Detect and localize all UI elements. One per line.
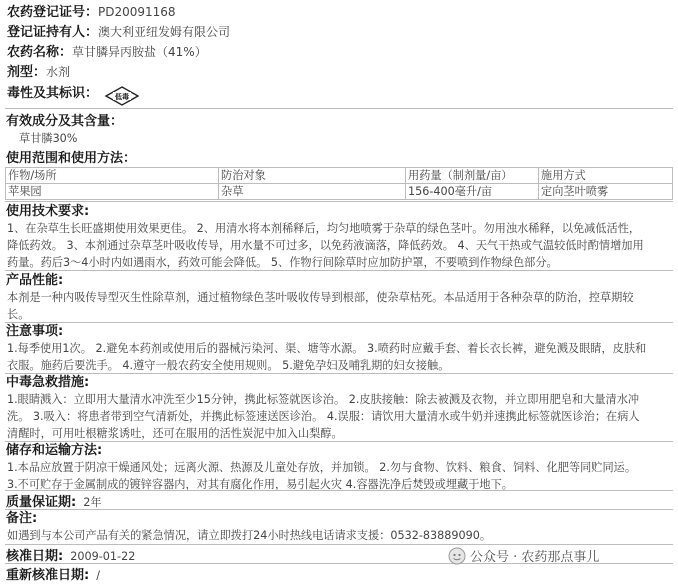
- perf-line: 本剂是一种内吸传导型灭生性除草剂，通过植物绿色茎叶吸收传导到根部，使杂草枯死。本品适用于各种杂草的防治，控草期较: [7, 291, 634, 304]
- watermark-text: 公众号 · 农药那点事儿: [470, 550, 600, 565]
- name-value: 草甘膦异丙胺盐（41%）: [72, 45, 207, 59]
- wechat-official-account-icon: [448, 547, 466, 565]
- tech-line: 药量。药后3～4小时内如遇雨水，药效可能会降低。 5、作物行间除草时应加防护罩，不要喷到作物绿色部分。: [7, 256, 558, 269]
- tech-line: 降低药效。 3、本剂通过杂草茎叶吸收传导，用水量不可过多，以免药液滴落，降低药效。 4、天气干热或气温较低时酌情增加用: [7, 239, 644, 252]
- usage-cell: 定向茎叶喷雾: [539, 184, 673, 200]
- form-value: 水剂: [46, 65, 71, 79]
- storage-line: 3.不可贮存于金属制成的镀锌容器内，对其有腐化作用，易引起火灾 4.容器洗净后焚毁或埋藏于地下。: [7, 478, 513, 491]
- usage-cell: 杂草: [219, 184, 406, 200]
- reg-no-key: 农药登记证号：: [7, 5, 99, 20]
- firstaid-line: 洗。 3.吸入：将患者带到空气清新处，并携此标签速送医诊治。 4.误服：请饮用大量清水或牛奶并速携此标签就医诊治；在病人: [7, 410, 640, 423]
- firstaid-line: 清醒时，可用吐根糖浆诱吐，还可在服用的活性炭泥中加入山梨醇。: [7, 427, 343, 440]
- perf-line: 长。: [7, 308, 30, 321]
- notes-line: 衣服。施药后要洗手。 4.遵守一般农药安全使用规则。 5.避免孕妇及哺乳期的妇女接触。: [7, 359, 450, 372]
- firstaid-line: 1.眼睛溅入：立即用大量清水冲洗至少15分钟，携此标签就医诊治。 2.皮肤接触：除去被溅及衣物，并立即用肥皂和大量清水冲: [7, 393, 640, 406]
- holder-row: [7, 24, 672, 41]
- storage-line: 1.本品应放置于阴凉干燥通风处；远离火源、热源及儿童处存放，并加锁。 2.勿与食物、饮料、粮食、饲料、化肥等同贮同运。: [7, 461, 637, 474]
- low-toxicity-stamp-icon: [104, 86, 140, 106]
- toxicity-key: 毒性及其标识：: [7, 86, 99, 101]
- tech-line: 1、在杂草生长旺盛期使用效果更佳。 2、用清水将本剂稀释后，均匀地喷雾于杂草的绿色茎叶。勿用浊水稀释，以免减低活性，: [7, 222, 641, 235]
- perf-section: [5, 272, 673, 323]
- form-key: 剂型：: [7, 65, 47, 80]
- watermark: [448, 546, 599, 565]
- usage-cell: 苹果园: [6, 184, 219, 200]
- usage-data-row: [6, 184, 673, 200]
- usage-header-row: [6, 168, 673, 184]
- remarks-title: 备注:: [6, 511, 38, 526]
- reapprove-date-row: [5, 564, 673, 584]
- warranty-value: 2年: [83, 496, 102, 509]
- divider: [5, 270, 673, 271]
- notes-section: [5, 323, 673, 374]
- reg-no-value: PD20091168: [98, 5, 176, 19]
- warranty-key: 质量保证期:: [6, 495, 77, 510]
- usage-table: [5, 167, 673, 200]
- divider: [5, 108, 673, 109]
- usage-header-cell: 作物/场所: [6, 168, 219, 184]
- holder-key: 登记证持有人：: [7, 25, 99, 40]
- reg-no-row: [7, 4, 672, 21]
- ingredient-section: [5, 113, 673, 147]
- usage-header-cell: 施用方式: [539, 168, 673, 184]
- firstaid-section: [5, 374, 673, 442]
- reapprove-date-key: 重新核准日期:: [6, 568, 90, 583]
- name-row: [7, 44, 672, 61]
- stamp-text: 低毒: [115, 93, 129, 101]
- divider: [5, 201, 673, 202]
- usage-cell: 156-400毫升/亩: [406, 184, 539, 200]
- form-row: [7, 64, 672, 81]
- notes-line: 1.每季使用1次。 2.避免本药剂或使用后的器械污染河、渠、塘等水源。 3.喷药时应戴手套、着长衣长裤，避免溅及眼睛，皮肤和: [7, 342, 647, 355]
- approve-date-value: 2009-01-22: [70, 550, 136, 563]
- ingredient-value: 草甘膦30%: [19, 132, 78, 145]
- holder-value: 澳大利亚纽发姆有限公司: [98, 25, 231, 39]
- reapprove-date-value: /: [96, 569, 101, 582]
- perf-title: 产品性能:: [6, 273, 64, 288]
- tech-section: [5, 203, 673, 271]
- approve-date-key: 核准日期:: [6, 549, 64, 564]
- remarks-line: 如遇到与本公司产品有关的紧急情况，请立即拨打24小时热线电话请求支援：0532-83889090。: [7, 529, 492, 542]
- storage-section: [5, 442, 673, 493]
- name-key: 农药名称：: [7, 45, 73, 60]
- notes-title: 注意事项:: [6, 324, 64, 339]
- remarks-section: [5, 510, 673, 544]
- tech-title: 使用技术要求:: [6, 204, 90, 219]
- ingredient-title: 有效成分及其含量：: [6, 114, 124, 129]
- firstaid-title: 中毒急救措施:: [6, 375, 90, 390]
- usage-section: [5, 150, 673, 200]
- usage-title: 使用范围和使用方法：: [6, 151, 137, 166]
- usage-header-cell: 用药量（制剂量/亩）: [406, 168, 539, 184]
- warranty-row: [5, 491, 673, 511]
- storage-title: 储存和运输方法:: [6, 443, 103, 458]
- usage-header-cell: 防治对象: [219, 168, 406, 184]
